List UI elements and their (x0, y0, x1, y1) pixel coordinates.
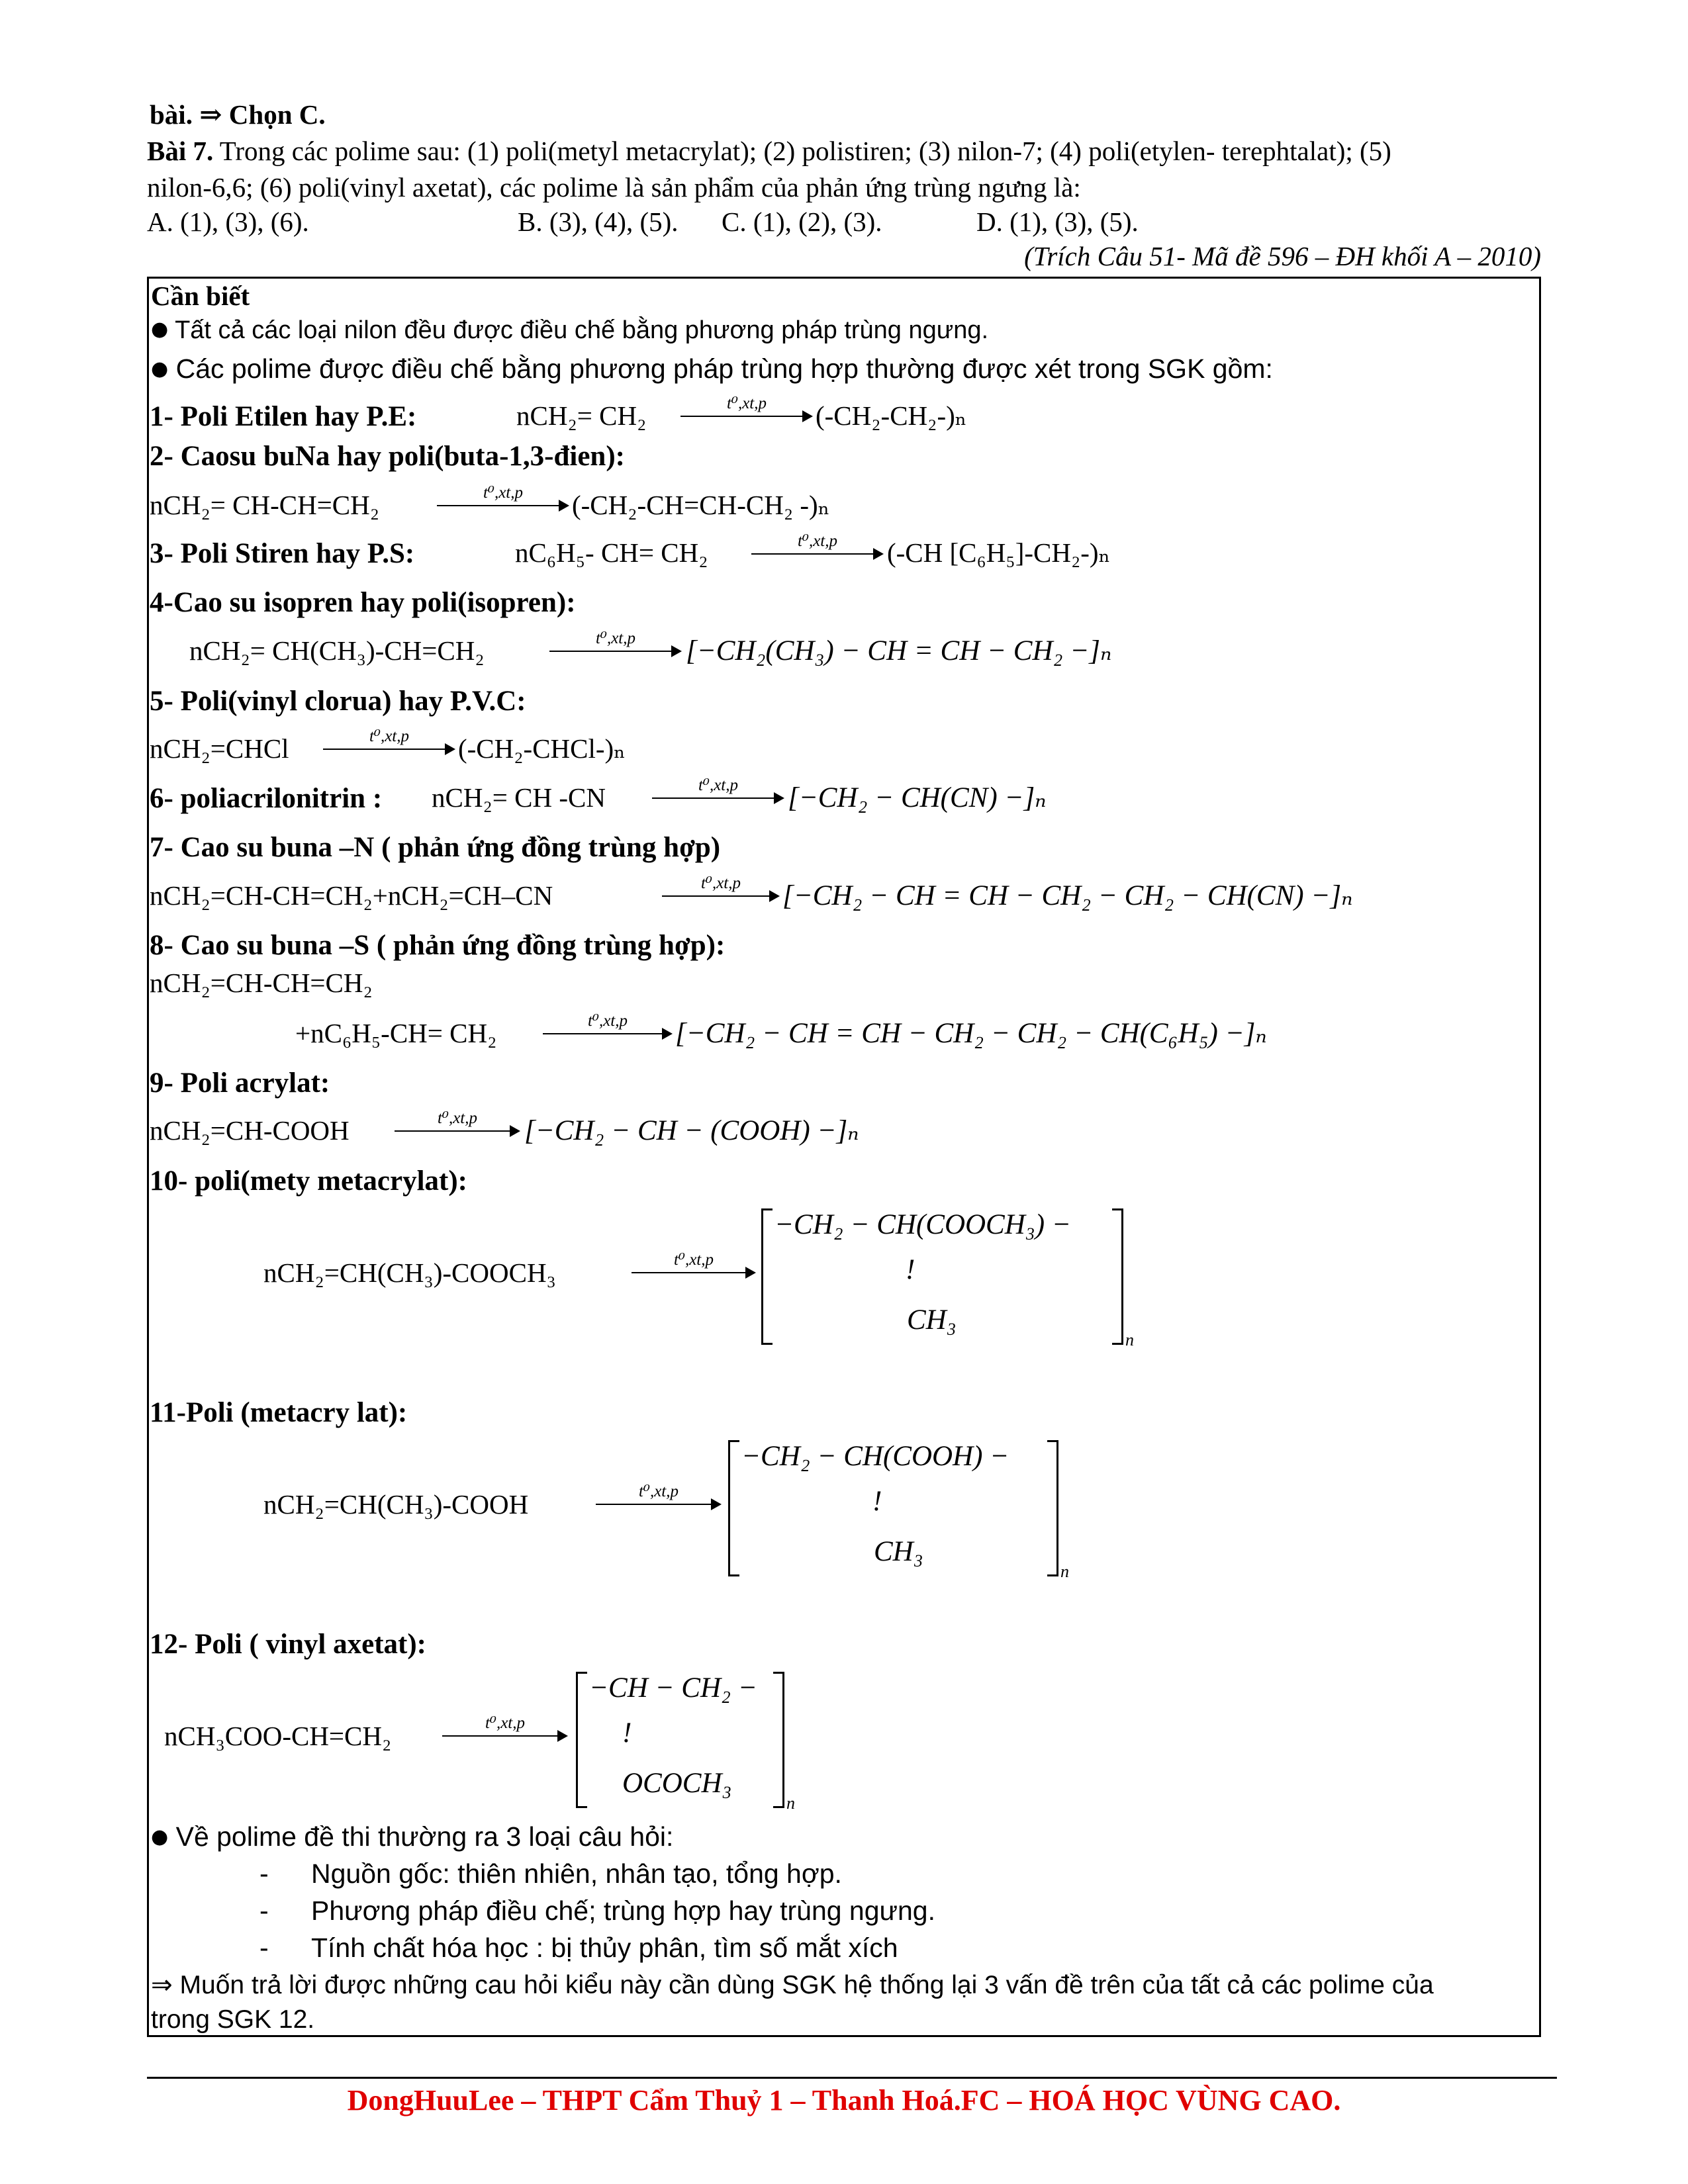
item-8-reactant-line-1: nCH₂=CH-CH=CH₂ (150, 968, 373, 998)
reaction-arrow-11 (596, 1484, 722, 1510)
footer-text: DongHuuLee – THPT Cẩm Thuỷ 1 – Thanh Hoá.FC – HOÁ HỌC VÙNG CAO. (347, 2084, 1341, 2116)
left-bracket (728, 1440, 739, 1576)
left-bracket (761, 1208, 773, 1345)
arrow-head-icon (510, 1125, 520, 1137)
question-label: Bài 7. (147, 136, 214, 166)
bullet-icon: ● (151, 357, 169, 381)
item-8-product: [−CH₂ − CH = CH − CH₂ − CH₂ − CH(C₆H₅) −]ₙ (675, 1018, 1267, 1049)
conclusion-line-1: ⇒ Muốn trả lời được những cau hỏi kiểu này cần dùng SGK hệ thống lại 3 vấn đề trên của tất cả các polime của (151, 1971, 1434, 1999)
item-8-title: 8- Cao su buna –S ( phản ứng đồng trùng hợp): (150, 930, 726, 961)
reaction-arrow-4 (549, 631, 682, 657)
arrow-head-icon (873, 548, 884, 560)
dash-item-3-text: Tính chất hóa học : bị thủy phân, tìm số mắt xích (311, 1933, 898, 1963)
arrow-condition: t⁰,xt,p (485, 1714, 525, 1732)
item-2-reactant: nCH₂= CH-CH=CH₂ (150, 490, 380, 520)
arrow-condition: t⁰,xt,p (700, 874, 741, 892)
item-12-product-sub: n (786, 1794, 795, 1813)
reaction-arrow-8 (543, 1013, 673, 1040)
item-4-reactant: nCH₂= CH(CH₃)-CH=CH₂ (189, 635, 485, 666)
arrow-condition: t⁰,xt,p (698, 776, 738, 794)
reaction-arrow-6 (652, 778, 784, 804)
item-5-reactant: nCH₂=CHCl (150, 733, 289, 764)
item-10-product-mid: ! (906, 1254, 915, 1285)
item-9-product: [−CH₂ − CH − (COOH) −]ₙ (524, 1115, 859, 1146)
option-c: C. (1), (2), (3). (722, 206, 882, 237)
reaction-arrow-2 (437, 485, 569, 512)
reaction-arrow-3 (751, 533, 884, 560)
item-12-title: 12- Poli ( vinyl axetat): (150, 1629, 426, 1660)
dash-item-1-text: Nguồn gốc: thiên nhiên, nhân tạo, tổng hợp. (311, 1858, 842, 1889)
item-1-title: 1- Poli Etilen hay P.E: (150, 401, 417, 432)
arrow-head-icon (559, 500, 569, 512)
item-12-product-bottom: OCOCH₃ (622, 1768, 732, 1799)
item-9-reactant: nCH₂=CH-COOH (150, 1115, 350, 1146)
arrow-head-icon (711, 1498, 722, 1510)
box-note-1 (151, 316, 988, 345)
arrow-condition: t⁰,xt,p (587, 1012, 628, 1030)
item-11-product-sub: n (1060, 1562, 1069, 1581)
item-2-product: (-CH₂-CH=CH-CH₂ -)ₙ (572, 490, 830, 520)
item-9-title: 9- Poli acrylat: (150, 1068, 330, 1099)
arrow-head-icon (745, 1267, 756, 1279)
arrow-head-icon (557, 1730, 568, 1742)
item-2-title: 2- Caosu buNa hay poli(buta-1,3-đien): (150, 441, 625, 472)
item-12-product-mid: ! (622, 1717, 632, 1749)
reaction-arrow-12 (442, 1715, 568, 1742)
exam-note (151, 1821, 673, 1852)
dash-item-2-text: Phương pháp điều chế; trùng hợp hay trùng ngưng. (311, 1895, 935, 1926)
arrow-head-icon (445, 743, 455, 755)
item-10-title: 10- poli(mety metacrylat): (150, 1165, 467, 1197)
item-3-product: (-CH [C₆H₅]-CH₂-)ₙ (887, 537, 1111, 568)
box-note-1-text: Tất cả các loại nilon đều được điều chế bằng phương pháp trùng ngưng. (175, 316, 989, 344)
right-bracket (1112, 1208, 1123, 1345)
right-bracket (1047, 1440, 1058, 1576)
arrow-head-icon (802, 410, 813, 422)
item-10-product-top: −CH₂ − CH(COOCH₃) − (774, 1209, 1071, 1240)
reaction-arrow-10 (632, 1252, 756, 1279)
item-1-product: (-CH₂-CH₂-)ₙ (816, 400, 967, 431)
item-4-title: 4-Cao su isopren hay poli(isopren): (150, 587, 576, 618)
arrow-head-icon (774, 792, 784, 804)
item-7-product: [−CH₂ − CH = CH − CH₂ − CH₂ − CH(CN) −]ₙ (782, 880, 1353, 911)
arrow-condition: t⁰,xt,p (726, 394, 767, 412)
item-6-reactant: nCH₂= CH -CN (432, 782, 606, 813)
arrow-condition: t⁰,xt,p (595, 629, 635, 647)
item-11-product-mid: ! (872, 1486, 882, 1517)
right-bracket (773, 1672, 784, 1808)
arrow-condition: t⁰,xt,p (369, 727, 409, 745)
option-b: B. (3), (4), (5). (518, 206, 679, 237)
item-10-product-bottom: CH₃ (907, 1304, 957, 1336)
arrow-condition: t⁰,xt,p (437, 1109, 477, 1127)
arrow-head-icon (671, 645, 682, 657)
item-11-title: 11-Poli (metacry lat): (150, 1397, 408, 1428)
item-5-title: 5- Poli(vinyl clorua) hay P.V.C: (150, 686, 526, 717)
item-11-reactant: nCH₂=CH(CH₃)-COOH (263, 1489, 529, 1520)
footer-rule (147, 2077, 1557, 2079)
bullet-icon: ● (151, 318, 169, 341)
conclusion-line-2: trong SGK 12. (151, 2005, 315, 2034)
question-text-1: Trong các polime sau: (1) poli(metyl metacrylat); (2) polistiren; (3) nilon-7; (4) poli(etylen- terephtalat); (5) (219, 136, 1391, 166)
left-bracket (576, 1672, 587, 1808)
item-1-reactant: nCH₂= CH₂ (516, 400, 647, 431)
option-a: A. (1), (3), (6). (147, 206, 309, 237)
reaction-arrow-1 (680, 396, 813, 422)
exam-note-text: Về polime đề thi thường ra 3 loại câu hỏi: (175, 1821, 674, 1852)
reaction-arrow-5 (323, 729, 455, 755)
option-d: D. (1), (3), (5). (976, 206, 1139, 237)
dash-item-1: - Nguồn gốc: thiên nhiên, nhân tạo, tổng hợp. (259, 1858, 842, 1889)
reaction-arrow-9 (395, 1111, 520, 1137)
arrow-condition: t⁰,xt,p (797, 532, 837, 550)
arrow-condition: t⁰,xt,p (673, 1251, 714, 1269)
item-6-title: 6- poliacrilonitrin : (150, 783, 383, 814)
item-11-product-top: −CH₂ − CH(COOH) − (741, 1441, 1009, 1472)
question-line-1 (147, 136, 1391, 167)
arrow-condition: t⁰,xt,p (638, 1482, 679, 1500)
item-4-product: [−CH₂(CH₃) − CH = CH − CH₂ −]ₙ (686, 635, 1112, 666)
item-6-product: [−CH₂ − CH(CN) −]ₙ (788, 782, 1047, 813)
item-5-product: (-CH₂-CHCl-)ₙ (458, 733, 626, 764)
item-11-product-bottom: CH₃ (874, 1536, 923, 1567)
reaction-arrow-7 (662, 876, 780, 902)
item-12-reactant: nCH₃COO-CH=CH₂ (164, 1721, 392, 1751)
item-3-reactant: nC₆H₅- CH= CH₂ (515, 537, 708, 568)
arrow-head-icon (662, 1028, 673, 1040)
box-note-2-text: Các polime được điều chế bằng phương pháp trùng hợp thường được xét trong SGK gồm: (175, 353, 1273, 384)
intro-line: bài. ⇒ Chọn C. (150, 99, 326, 130)
box-note-2 (151, 353, 1273, 385)
bullet-icon: ● (151, 1825, 169, 1848)
item-7-reactant: nCH₂=CH-CH=CH₂+nCH₂=CH–CN (150, 880, 553, 911)
item-12-product-top: −CH − CH₂ − (589, 1672, 757, 1704)
question-line-2: nilon-6,6; (6) poli(vinyl axetat), các polime là sản phẩm của phản ứng trùng ngưng là: (147, 172, 1081, 203)
arrow-head-icon (769, 890, 780, 902)
dash-item-3: - Tính chất hóa học : bị thủy phân, tìm số mắt xích (259, 1933, 898, 1963)
dash-item-2: - Phương pháp điều chế; trùng hợp hay trùng ngưng. (259, 1895, 935, 1926)
item-8-reactant: +nC₆H₅-CH= CH₂ (295, 1018, 497, 1048)
box-heading: Cần biết (151, 281, 250, 311)
arrow-condition: t⁰,xt,p (483, 484, 523, 502)
item-3-title: 3- Poli Stiren hay P.S: (150, 538, 415, 569)
item-10-product-sub: n (1125, 1330, 1134, 1349)
question-source: (Trích Câu 51- Mã đề 596 – ĐH khối A – 2010) (1024, 241, 1541, 271)
item-10-reactant: nCH₂=CH(CH₃)-COOCH₃ (263, 1257, 556, 1288)
item-7-title: 7- Cao su buna –N ( phản ứng đồng trùng hợp) (150, 832, 721, 863)
